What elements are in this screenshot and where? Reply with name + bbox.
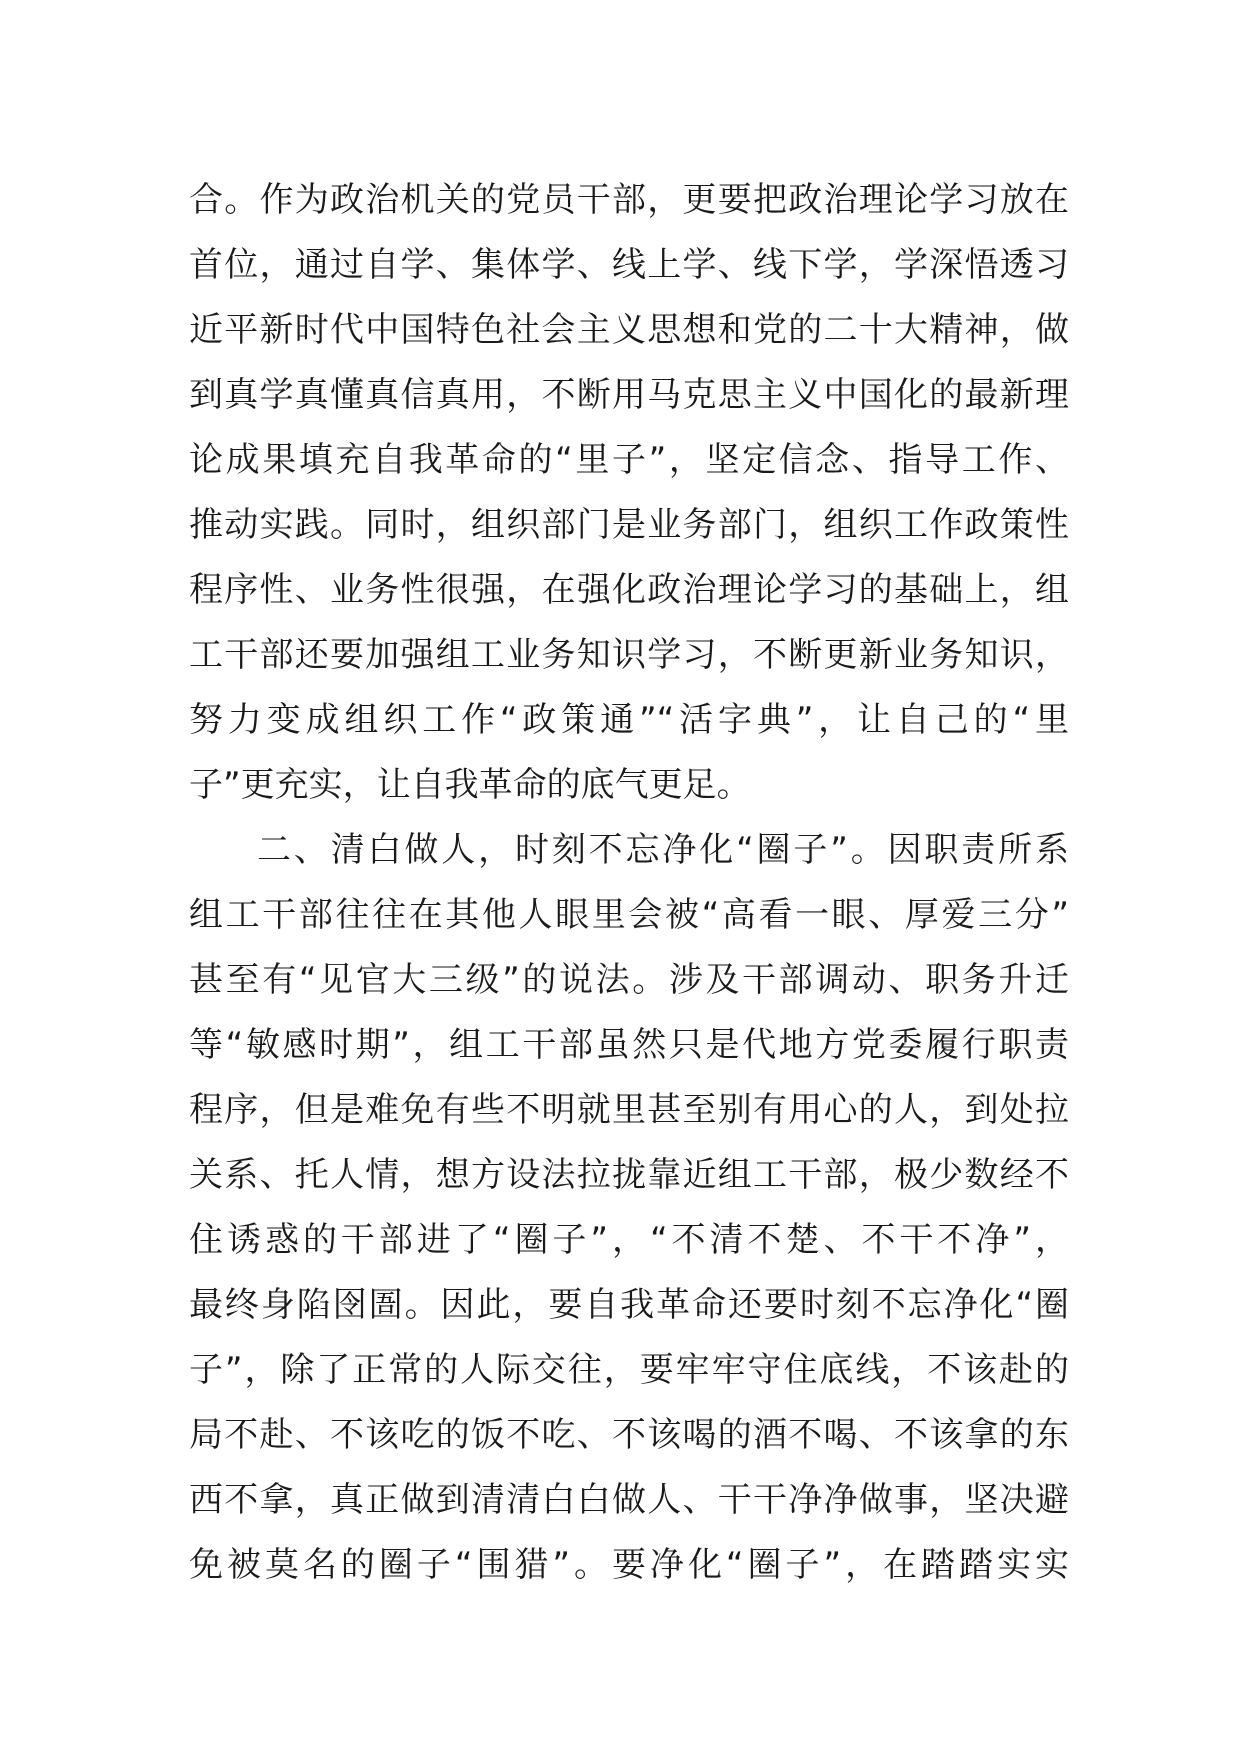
text-line: 免被莫名的圈子“围猎”。要净化“圈子”，在踏踏实实 bbox=[189, 1545, 1069, 1585]
text-line: 近平新时代中国特色社会主义思想和党的二十大精神，做 bbox=[189, 310, 1069, 350]
text-line: 程序，但是难免有些不明就里甚至别有用心的人，到处拉 bbox=[189, 1090, 1069, 1130]
text-line: 最终身陷囹圄。因此，要自我革命还要时刻不忘净化“圈 bbox=[189, 1285, 1069, 1325]
text-line: 论成果填充自我革命的“里子”，坚定信念、指导工作、 bbox=[189, 440, 1069, 480]
text-line: 西不拿，真正做到清清白白做人、干干净净做事，坚决避 bbox=[189, 1480, 1069, 1520]
text-line: 首位，通过自学、集体学、线上学、线下学，学深悟透习 bbox=[189, 245, 1069, 285]
text-line: 子”，除了正常的人际交往，要牢牢守住底线，不该赴的 bbox=[189, 1350, 1069, 1390]
text-line: 组工干部往往在其他人眼里会被“高看一眼、厚爱三分” bbox=[189, 895, 1069, 935]
text-line: 推动实践。同时，组织部门是业务部门，组织工作政策性 bbox=[189, 505, 1069, 545]
text-line: 到真学真懂真信真用，不断用马克思主义中国化的最新理 bbox=[189, 375, 1069, 415]
text-line: 关系、托人情，想方设法拉拢靠近组工干部，极少数经不 bbox=[189, 1155, 1069, 1195]
text-line: 等“敏感时期”，组工干部虽然只是代地方党委履行职责 bbox=[189, 1025, 1069, 1065]
text-line: 子”更充实，让自我革命的底气更足。 bbox=[189, 765, 751, 805]
section-heading-line: 二、清白做人，时刻不忘净化“圈子”。因职责所系 bbox=[257, 830, 1069, 870]
text-line: 合。作为政治机关的党员干部，更要把政治理论学习放在 bbox=[189, 180, 1069, 220]
text-line: 努力变成组织工作“政策通”“活字典”，让自己的“里 bbox=[189, 700, 1069, 740]
text-line: 工干部还要加强组工业务知识学习，不断更新业务知识， bbox=[189, 635, 1069, 675]
text-line: 程序性、业务性很强，在强化政治理论学习的基础上，组 bbox=[189, 570, 1069, 610]
text-line: 局不赴、不该吃的饭不吃、不该喝的酒不喝、不该拿的东 bbox=[189, 1415, 1069, 1455]
text-line: 甚至有“见官大三级”的说法。涉及干部调动、职务升迁 bbox=[189, 960, 1069, 1000]
body-text bbox=[189, 168, 1069, 1598]
text-line: 住诱惑的干部进了“圈子”，“不清不楚、不干不净”， bbox=[189, 1220, 1069, 1260]
